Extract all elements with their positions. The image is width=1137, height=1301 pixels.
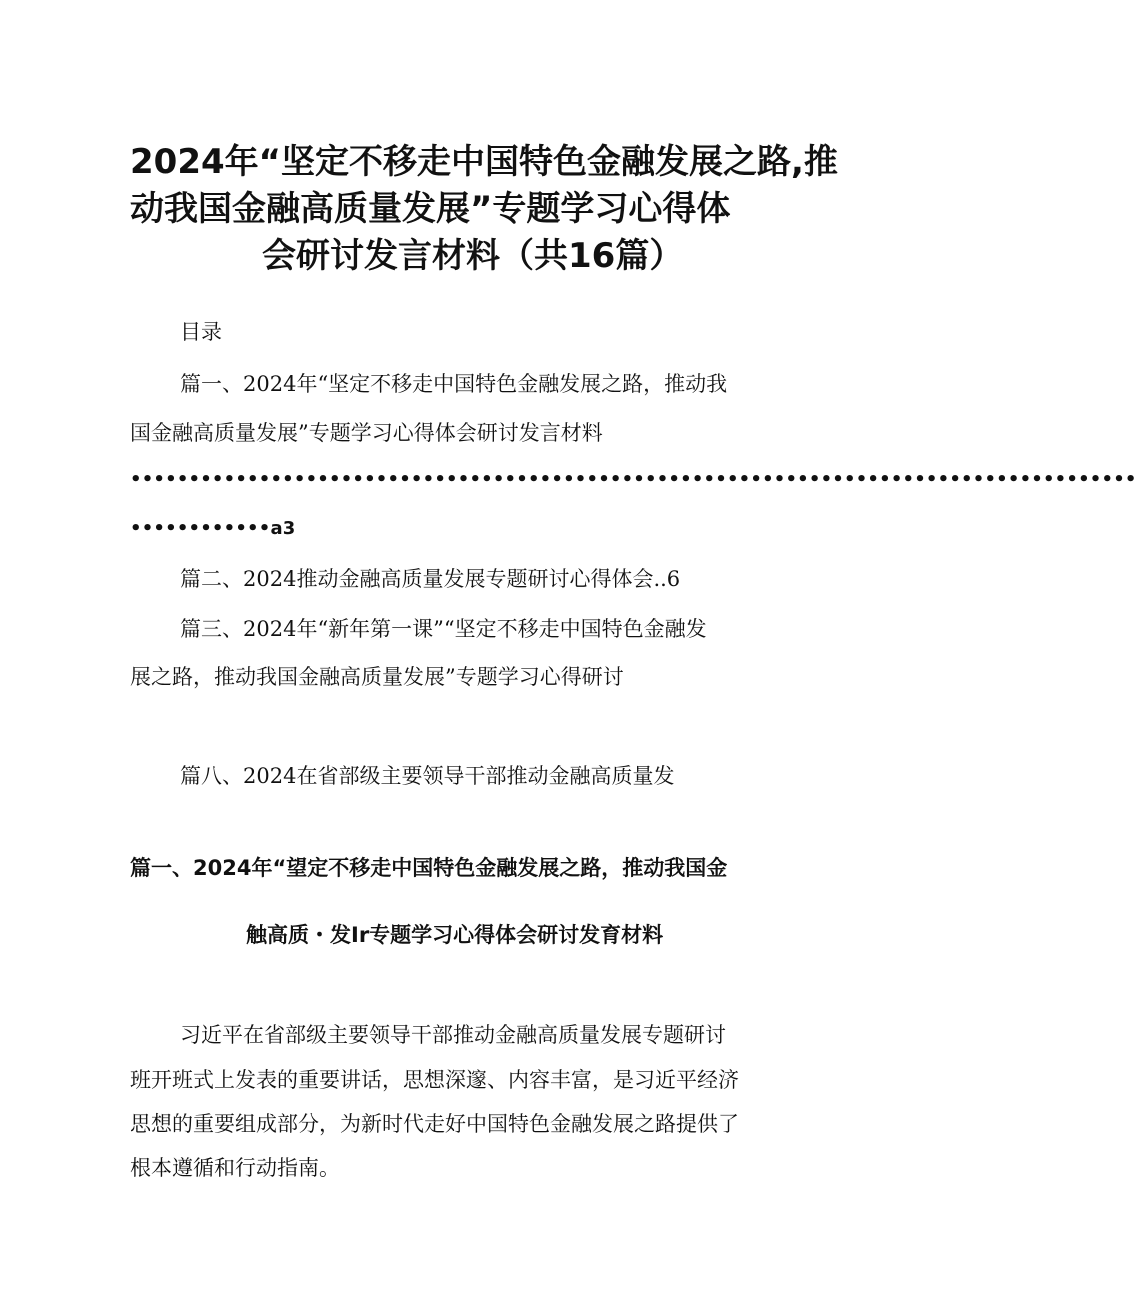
toc-dot-leader-line-1: •••••••••••••••••••••••••••••••••••••••••••••••••••••••••••••••••••••••••••••••••••••• [130, 469, 1137, 490]
toc-item-1-line-1: 篇一、2024年“坚定不移走中国特色金融发展之路，推动我 [180, 372, 728, 396]
body-paragraph-line-4: 根本遵循和行动指南。 [130, 1156, 340, 1180]
toc-item-1-line-2: 国金融高质量发展”专题学习心得体会研讨发言材料 [130, 421, 603, 445]
section-heading-line-2: 触高质・发Ir专题学习心得体会研讨发育材料 [246, 923, 664, 947]
toc-dot-leader-line-2: ••••••••••••a3 [130, 518, 296, 539]
document-title-line-3: 会研讨发言材料（共16篇） [262, 236, 684, 276]
document-title-line-1: 2024年“坚定不移走中国特色金融发展之路,推 [130, 142, 838, 182]
document-title-line-2: 动我国金融高质量发展”专题学习心得体 [130, 189, 731, 229]
toc-item-3-line-2: 展之路，推动我国金融高质量发展”专题学习心得研讨 [130, 665, 624, 689]
toc-item-2: 篇二、2024推动金融高质量发展专题研讨心得体会..6 [180, 567, 681, 591]
body-paragraph-line-1: 习近平在省部级主要领导干部推动金融高质量发展专题研讨 [180, 1023, 726, 1047]
toc-item-3-line-1: 篇三、2024年“新年第一课”“坚定不移走中国特色金融发 [180, 617, 707, 641]
body-paragraph-line-3: 思想的重要组成部分，为新时代走好中国特色金融发展之路提供了 [130, 1112, 739, 1136]
section-heading-line-1: 篇一、2024年“望定不移走中国特色金融发展之路，推动我国金 [130, 856, 728, 880]
toc-heading: 目录 [180, 320, 222, 344]
toc-item-8: 篇八、2024在省部级主要领导干部推动金融高质量发 [180, 764, 675, 788]
body-paragraph-line-2: 班开班式上发表的重要讲话，思想深邃、内容丰富，是习近平经济 [130, 1068, 739, 1092]
